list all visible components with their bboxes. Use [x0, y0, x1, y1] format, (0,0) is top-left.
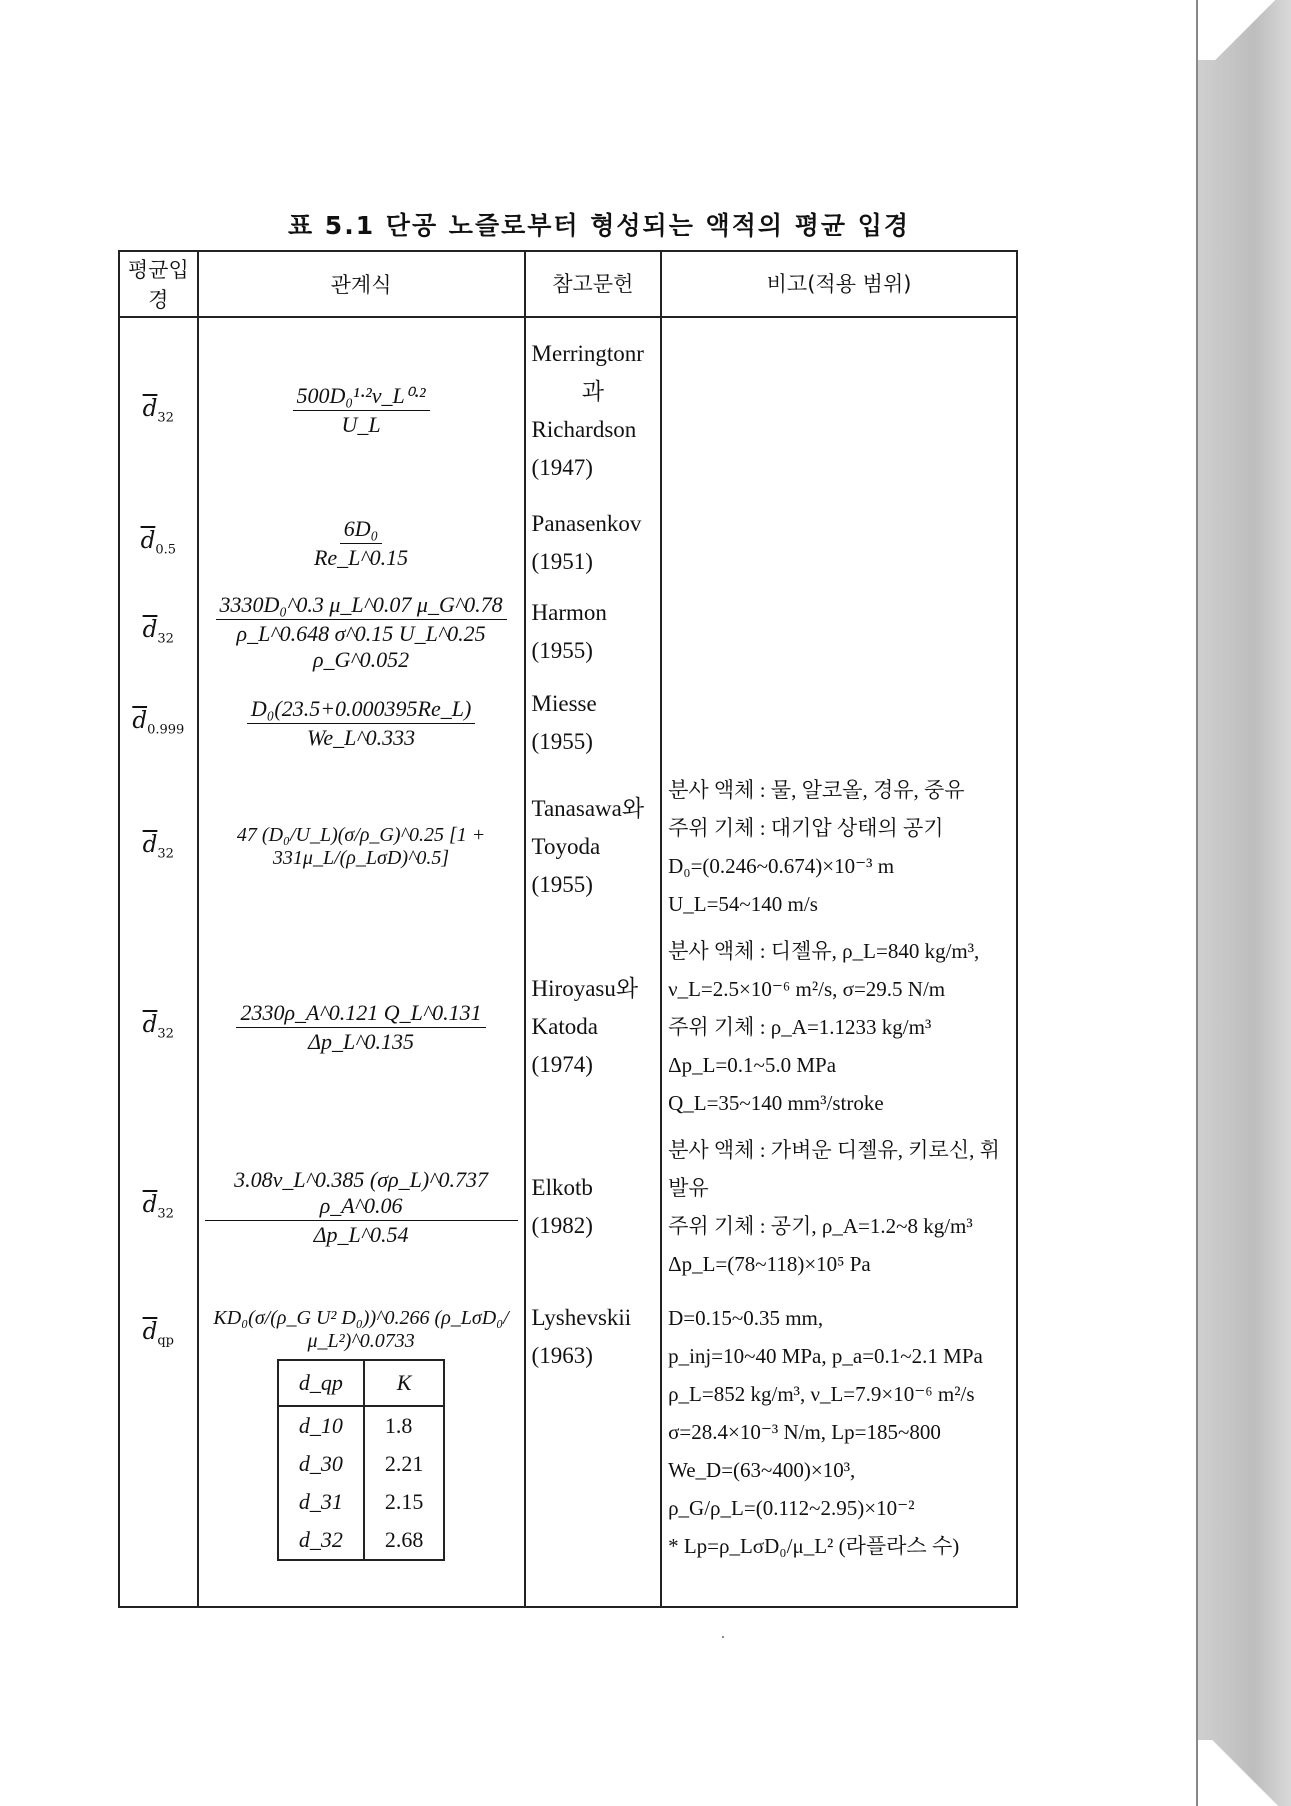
reference-line: Miesse [531, 691, 597, 716]
symbol-subscript: 32 [157, 1026, 174, 1042]
symbol-subscript: qp [157, 1333, 174, 1349]
page-edge-shadow [1198, 0, 1291, 1806]
k-table-value: 2.21 [364, 1445, 445, 1483]
table-row [119, 583, 1017, 681]
note-line: D=0.15~0.35 mm, [668, 1306, 824, 1330]
formula-denominator: Δp_L^0.135 [308, 1028, 415, 1054]
note-line: ρ_G/ρ_L=(0.112~2.95)×10⁻² [668, 1496, 915, 1520]
symbol-letter: $\overline{d}$ [142, 617, 158, 644]
k-table-header-k: K [364, 1360, 445, 1406]
reference-line: (1955) [531, 872, 593, 897]
note-line: 주위 기체 : ρ_A=1.1233 kg/m³ [668, 1015, 932, 1039]
mean-diameter-symbol [119, 765, 198, 929]
mean-diameter-symbol [119, 681, 198, 765]
formula-denominator: Re_L^0.15 [313, 544, 409, 570]
mean-diameter-symbol [119, 503, 198, 583]
formula-denominator: ρ_L^0.648 σ^0.15 U_L^0.25 ρ_G^0.052 [236, 620, 486, 672]
relation-formula [198, 681, 525, 765]
relation-formula [198, 1289, 525, 1607]
reference-line: 과 [581, 378, 604, 404]
relation-formula [198, 1125, 525, 1289]
note-line: D₀=(0.246~0.674)×10⁻³ m [668, 854, 895, 878]
reference-line: Tanasawa와 [531, 796, 645, 821]
note-line: p_inj=10~40 MPa, p_a=0.1~2.1 MPa [668, 1344, 983, 1368]
mean-diameter-symbol [119, 317, 198, 503]
reference-line: (1951) [531, 549, 593, 574]
formula-fraction [247, 696, 475, 751]
symbol-subscript: 32 [157, 1206, 174, 1222]
note-line: 발유 [668, 1176, 709, 1200]
reference-cell [525, 765, 662, 929]
reference-cell [525, 681, 662, 765]
scan-speck [722, 1636, 724, 1638]
relation-formula [198, 583, 525, 681]
relation-formula [198, 765, 525, 929]
formula-denominator: We_L^0.333 [307, 724, 416, 750]
formula-numerator: 500D₀¹·²ν_L⁰·² [293, 383, 430, 411]
k-coefficient-table [277, 1359, 446, 1561]
table-row [119, 681, 1017, 765]
k-table-value: 2.68 [364, 1521, 445, 1560]
note-line: σ=28.4×10⁻³ N/m, Lp=185~800 [668, 1420, 941, 1444]
reference-line: (1955) [531, 638, 593, 663]
reference-cell [525, 583, 662, 681]
reference-line: Merringtonr [531, 340, 644, 366]
note-cell [661, 583, 1017, 681]
header-reference: 참고문헌 [525, 251, 662, 317]
header-note: 비고(적용 범위) [661, 251, 1017, 317]
reference-line: Richardson [531, 416, 637, 442]
formula-text: 47 (D₀/U_L)(σ/ρ_G)^0.25 [1 + 331μ_L/(ρ_LσD)^0.5] [236, 824, 486, 869]
reference-line: Lyshevskii [531, 1305, 632, 1330]
reference-line: (1963) [531, 1343, 593, 1368]
symbol-subscript: 0.999 [147, 722, 185, 738]
note-cell [661, 765, 1017, 929]
reference-cell [525, 1125, 662, 1289]
k-table-value: 1.8 [364, 1406, 445, 1445]
formula-numerator: 3.08ν_L^0.385 (σρ_L)^0.737 ρ_A^0.06 [205, 1167, 518, 1221]
symbol-letter: $\overline{d}$ [140, 528, 156, 555]
reference-line: Panasenkov [531, 511, 642, 536]
symbol-letter: $\overline{d}$ [142, 1319, 158, 1345]
k-table-symbol: d_30 [298, 1451, 343, 1476]
k-table-symbol: d_31 [298, 1489, 343, 1514]
note-line: 분사 액체 : 물, 알코올, 경유, 중유 [668, 778, 965, 802]
note-line: Q_L=35~140 mm³/stroke [668, 1091, 884, 1115]
symbol-subscript: 32 [157, 410, 174, 426]
symbol-subscript: 32 [157, 846, 174, 862]
formula-inline [205, 824, 518, 870]
k-table-row [278, 1521, 445, 1560]
k-table-row [278, 1445, 445, 1483]
formula-fraction [205, 1167, 518, 1248]
table-row [119, 765, 1017, 929]
symbol-letter: $\overline{d}$ [142, 832, 158, 859]
header-relation: 관계식 [198, 251, 525, 317]
reference-line: Toyoda [531, 834, 601, 859]
reference-cell [525, 929, 662, 1125]
reference-cell [525, 503, 662, 583]
reference-line: Harmon [531, 600, 607, 625]
note-line: 주위 기체 : 대기압 상태의 공기 [668, 816, 944, 840]
formula-denominator: Δp_L^0.54 [313, 1221, 409, 1247]
note-line: 분사 액체 : 디젤유, ρ_L=840 kg/m³, [668, 939, 980, 963]
reference-cell [525, 1289, 662, 1607]
note-line: ρ_L=852 kg/m³, ν_L=7.9×10⁻⁶ m²/s [668, 1382, 975, 1406]
header-symbol: 평균입경 [119, 251, 198, 317]
reference-line: Katoda [531, 1014, 598, 1039]
k-table-header-symbol: d_qp [278, 1360, 364, 1406]
reference-line: Elkotb [531, 1175, 593, 1200]
formula-fraction [205, 592, 518, 673]
relation-formula [198, 317, 525, 503]
table-header-row [119, 251, 1017, 317]
table-row [119, 1289, 1017, 1607]
formula-numerator: D₀(23.5+0.000395Re_L) [247, 696, 475, 724]
note-line: Δp_L=0.1~5.0 MPa [668, 1053, 837, 1077]
note-line: U_L=54~140 m/s [668, 892, 818, 916]
droplet-diameter-table [118, 250, 1018, 1608]
note-line: ν_L=2.5×10⁻⁶ m²/s, σ=29.5 N/m [668, 977, 946, 1001]
note-line: 분사 액체 : 가벼운 디젤유, 키로신, 휘 [668, 1138, 1000, 1162]
formula-numerator: 3330D₀^0.3 μ_L^0.07 μ_G^0.78 [216, 592, 507, 620]
mean-diameter-symbol [119, 1125, 198, 1289]
formula-numerator: 6D₀ [340, 516, 383, 544]
k-table-value: 2.15 [364, 1483, 445, 1521]
formula-fraction [236, 1000, 485, 1055]
formula-numerator: 2330ρ_A^0.121 Q_L^0.131 [236, 1000, 485, 1028]
k-table-row [278, 1406, 445, 1445]
symbol-letter: $\overline{d}$ [142, 395, 158, 422]
note-line: * Lp=ρ_LσD₀/μ_L² (라플라스 수) [668, 1534, 960, 1558]
table-row [119, 1125, 1017, 1289]
symbol-letter: $\overline{d}$ [132, 708, 148, 735]
symbol-subscript: 0.5 [155, 542, 177, 558]
page-edge-corner-bottom [1198, 1740, 1291, 1806]
note-line: 주위 기체 : 공기, ρ_A=1.2~8 kg/m³ [668, 1214, 973, 1238]
table-caption: 표 5.1 단공 노즐로부터 형성되는 액적의 평균 입경 [287, 211, 911, 240]
formula-denominator: U_L [341, 412, 381, 437]
note-cell [661, 1125, 1017, 1289]
mean-diameter-symbol [119, 1289, 198, 1607]
mean-diameter-symbol [119, 583, 198, 681]
formula-fraction [310, 516, 412, 571]
note-cell [661, 681, 1017, 765]
reference-line: (1955) [531, 729, 593, 754]
note-line: We_D=(63~400)×10³, [668, 1458, 856, 1482]
note-cell [661, 929, 1017, 1125]
formula-inline [205, 1307, 518, 1353]
note-cell [661, 503, 1017, 583]
symbol-subscript: 32 [157, 631, 174, 647]
relation-formula [198, 503, 525, 583]
k-table-symbol: d_32 [298, 1527, 343, 1552]
reference-line: Hiroyasu와 [531, 976, 639, 1001]
reference-line: (1982) [531, 1213, 593, 1238]
table-row [119, 503, 1017, 583]
note-line: Δp_L=(78~118)×10⁵ Pa [668, 1252, 871, 1276]
k-table-symbol: d_10 [298, 1413, 343, 1438]
reference-line: (1974) [531, 1052, 593, 1077]
k-table-row [278, 1483, 445, 1521]
symbol-letter: $\overline{d}$ [142, 1192, 158, 1219]
table-row [119, 317, 1017, 503]
note-cell [661, 1289, 1017, 1607]
formula-text: KD₀(σ/(ρ_G U² D₀))^0.266 (ρ_LσD₀/μ_L²)^0.0733 [213, 1307, 509, 1352]
note-cell [661, 317, 1017, 503]
page-edge-corner-top [1198, 0, 1291, 60]
relation-formula [198, 929, 525, 1125]
reference-line: (1947) [531, 454, 593, 480]
table-row [119, 929, 1017, 1125]
reference-cell [525, 317, 662, 503]
mean-diameter-symbol [119, 929, 198, 1125]
formula-fraction [293, 383, 430, 438]
symbol-letter: $\overline{d}$ [142, 1012, 158, 1039]
